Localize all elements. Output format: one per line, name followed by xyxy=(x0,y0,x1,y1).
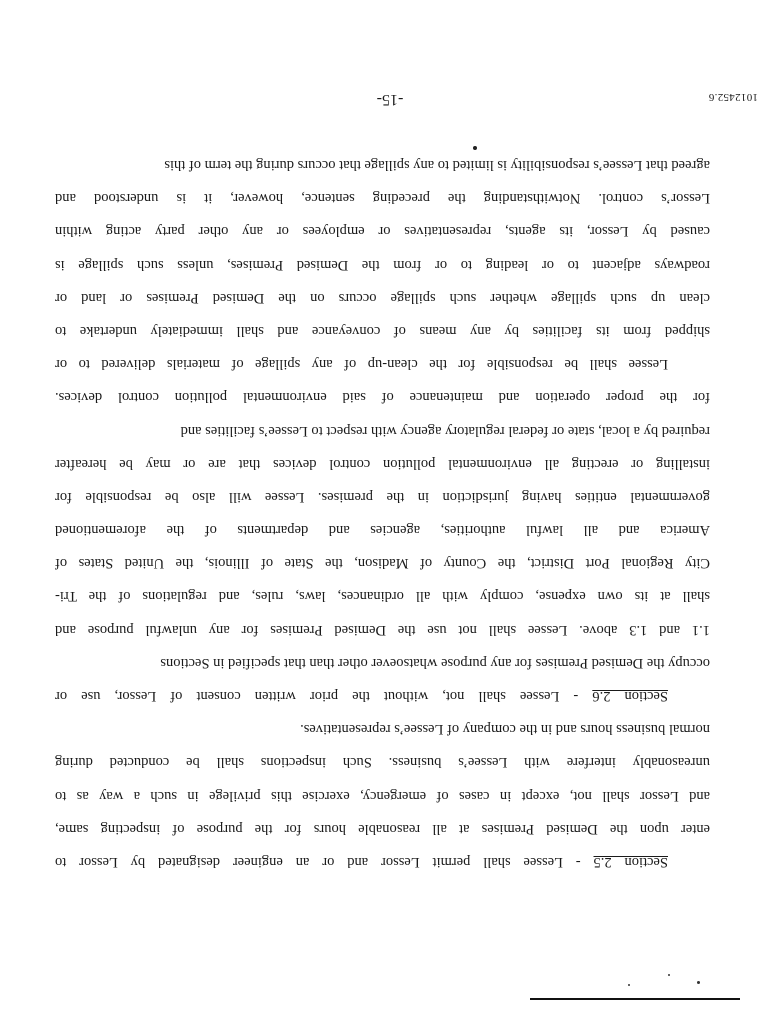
text-line: roadways adjacent to or leading to or from the Demised Premises, unless such spillage is xyxy=(55,256,710,273)
text-line: Section 2.6 - Lessee shall not, without the prior written consent of Lessor, use or xyxy=(54,688,668,705)
text-line: shipped from its facilities by any means of conveyance and shall immediately undertake to xyxy=(55,323,710,339)
text-line: shall at its own expense, comply with all ordinances, laws, rules, and regulations of the Tri- xyxy=(55,588,710,605)
document-body xyxy=(55,148,710,878)
scan-speck xyxy=(668,974,670,976)
text-line: normal business hours and in the company of Lessee’s representatives. xyxy=(300,721,710,738)
text-line: Lessor’s control. Notwithstanding the preceding sentence, however, it is understood and xyxy=(55,190,710,207)
text-line: installing or erecting all environmental pollution control devices that are or may be hereafter xyxy=(55,455,710,472)
text-line: caused by Lessor, its agents, representatives or employees or any other party acting within xyxy=(55,223,710,240)
text-line: occupy the Demised Premises for any purpose whatsoever other than that specified in Sections xyxy=(160,654,710,671)
section-heading: Section 2.5 xyxy=(593,854,668,870)
text-line: enter upon the Demised Premises at all reasonable hours for the purpose of inspecting same, xyxy=(55,820,710,837)
document-id: 1012452.6 xyxy=(708,91,758,103)
section-heading: Section 2.6 xyxy=(592,688,668,705)
scan-speck xyxy=(473,146,477,150)
text-line: America and all lawful authorities, agencies and departments of the aforementioned xyxy=(55,522,710,539)
text-line: agreed that Lessee’s responsibility is limited to any spillage that occurs during the term of this xyxy=(164,157,710,174)
footer-rule xyxy=(530,998,740,1000)
text-line: Lessee shall be responsible for the clean-up of any spillage of materials delivered to or xyxy=(55,356,668,373)
page-number: -15- xyxy=(376,91,404,108)
text-line: City Regional Port District, the County of Madison, the State of Illinois, the United States of xyxy=(55,555,710,572)
text-line: for the proper operation and maintenance of said environmental pollution control devices. xyxy=(55,389,710,406)
text-line: and Lessor shall not, except in cases of emergency, exercise this privilege in such a way as to xyxy=(55,787,710,804)
text-line: required by a local, state or federal regulatory agency with respect to Lessee’s facilities and xyxy=(180,422,710,439)
text-line: clean up such spillage whether such spillage occurs on the Demised Premises or land or xyxy=(55,289,710,306)
text-line: 1.1 and 1.3 above. Lessee shall not use the Demised Premises for any unlawful purpose and xyxy=(55,621,710,638)
text-line: unreasonably interfere with Lessee’s business. Such inspections shall be conducted during xyxy=(55,754,710,771)
text-line: governmental entities having jurisdiction in the premises. Lessee will also be responsible for xyxy=(55,488,710,505)
text-line: Section 2.5 - Lessee shall permit Lessor and or an engineer designated by Lessor to xyxy=(54,854,668,870)
scan-speck xyxy=(628,984,630,986)
scan-speck xyxy=(697,981,700,984)
